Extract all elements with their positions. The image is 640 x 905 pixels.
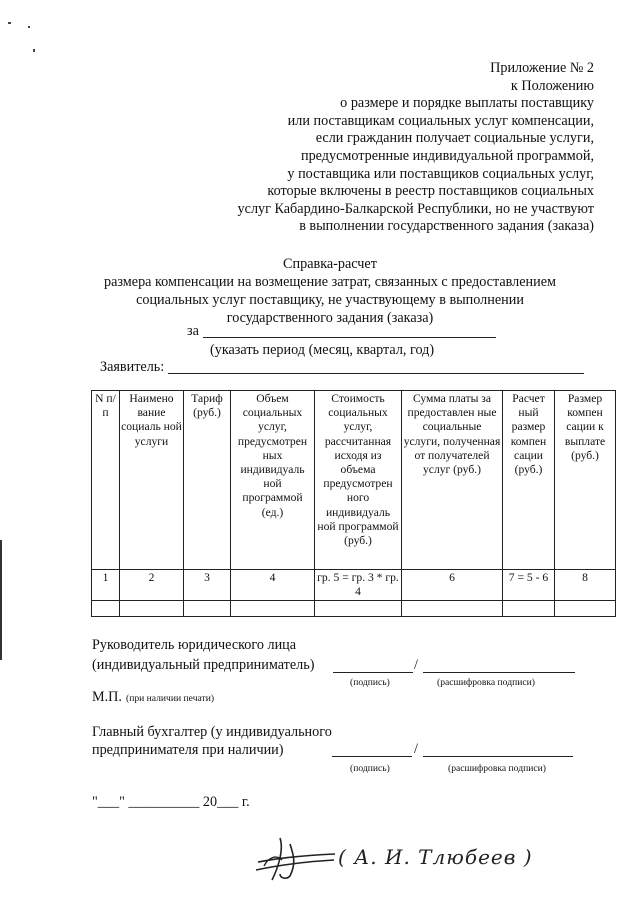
empty-cell[interactable] xyxy=(503,601,555,617)
appendix-header xyxy=(174,60,594,236)
appendix-line: услуг Кабардино-Балкарской Республики, но не участвуют xyxy=(237,200,594,217)
appendix-line: если гражданин получает социальные услуги, xyxy=(315,130,594,147)
appendix-line: Приложение № 2 xyxy=(490,60,594,76)
calculation-table xyxy=(91,390,616,617)
decode-caption: (расшифровка подписи) xyxy=(437,677,535,688)
subtitle-line: социальных услуг поставщику, не участвующему в выполнении xyxy=(136,292,524,308)
number-cell: 1 xyxy=(92,570,120,601)
number-cell: гр. 5 = гр. 3 * гр. 4 xyxy=(315,570,402,601)
scan-mark xyxy=(33,49,35,52)
mp-label: М.П. xyxy=(92,689,122,705)
appendix-line: о размере и порядке выплаты поставщику xyxy=(340,95,594,112)
number-cell: 2 xyxy=(120,570,184,601)
mp-note: (при наличии печати) xyxy=(126,693,215,704)
scan-mark xyxy=(28,26,30,28)
appendix-line: у поставщика или поставщиков социальных услуг, xyxy=(287,165,594,182)
sign-caption: (подпись) xyxy=(350,763,390,774)
table-number-row xyxy=(92,570,616,601)
accountant-label-line2: предпринимателя при наличии) xyxy=(92,742,284,758)
number-cell: 8 xyxy=(555,570,616,601)
empty-cell[interactable] xyxy=(555,601,616,617)
table-row xyxy=(92,601,616,617)
slash-separator: / xyxy=(414,657,418,673)
applicant-field[interactable] xyxy=(168,373,584,374)
header-cell: Сумма платы за предоставлен ные социальные услуги, полученная от получателей услуг (руб.) xyxy=(402,391,503,570)
header-cell: Размер компен сации к выплате (руб.) xyxy=(555,391,616,570)
subtitle-line: размера компенсации на возмещение затрат, связанных с предоставлением xyxy=(104,274,556,290)
accountant-decode-field[interactable] xyxy=(423,756,573,757)
header-cell: Объем социальных услуг, предусмотрен ных индивидуаль ной программой (ед.) xyxy=(231,391,315,570)
empty-cell[interactable] xyxy=(315,601,402,617)
empty-cell[interactable] xyxy=(231,601,315,617)
empty-cell[interactable] xyxy=(184,601,231,617)
head-label-line1: Руководитель юридического лица xyxy=(92,637,297,653)
accountant-signature-field[interactable] xyxy=(332,756,412,757)
handwritten-signature-scribble xyxy=(250,830,340,885)
decode-caption: (расшифровка подписи) xyxy=(448,763,546,774)
header-cell: Расчет ный размер компен сации (руб.) xyxy=(503,391,555,570)
date-line: "___" __________ 20___ г. xyxy=(92,794,250,810)
empty-cell[interactable] xyxy=(120,601,184,617)
period-hint: (указать период (месяц, квартал, год) xyxy=(210,342,435,358)
number-cell: 7 = 5 - 6 xyxy=(503,570,555,601)
slash-separator: / xyxy=(414,741,418,757)
number-cell: 3 xyxy=(184,570,231,601)
empty-cell[interactable] xyxy=(402,601,503,617)
appendix-line: в выполнении государственного задания (заказа) xyxy=(299,218,594,235)
accountant-label-line1: Главный бухгалтер (у индивидуального xyxy=(92,724,332,740)
head-label-line2: (индивидуальный предприниматель) xyxy=(92,657,315,673)
period-field[interactable] xyxy=(203,337,496,338)
scan-edge xyxy=(0,540,2,660)
header-cell: N п/п xyxy=(92,391,120,570)
table-header-row xyxy=(92,391,616,570)
number-cell: 4 xyxy=(231,570,315,601)
handwritten-signature-text: ( А. И. Тлюбеев ) xyxy=(338,845,533,869)
period-prefix: за xyxy=(187,323,199,339)
empty-cell[interactable] xyxy=(92,601,120,617)
appendix-line: или поставщикам социальных услуг компенсации, xyxy=(287,112,594,129)
scan-mark xyxy=(8,22,11,24)
header-cell: Тариф (руб.) xyxy=(184,391,231,570)
header-cell: Наимено вание социаль ной услуги xyxy=(120,391,184,570)
head-signature-field[interactable] xyxy=(333,672,413,673)
appendix-line: к Положению xyxy=(510,77,594,94)
appendix-line: которые включены в реестр поставщиков социальных xyxy=(267,183,594,200)
appendix-line: предусмотренные индивидуальной программой, xyxy=(300,147,594,164)
number-cell: 6 xyxy=(402,570,503,601)
subtitle-line: государственного задания (заказа) xyxy=(226,310,434,326)
header-cell: Стоимость социальных услуг, рассчитанная исходя из объема предусмотрен ного индивидуаль ной программой (руб.) xyxy=(315,391,402,570)
document-title: Справка-расчет xyxy=(283,256,377,272)
applicant-label: Заявитель: xyxy=(100,359,165,375)
sign-caption: (подпись) xyxy=(350,677,390,688)
head-decode-field[interactable] xyxy=(423,672,575,673)
